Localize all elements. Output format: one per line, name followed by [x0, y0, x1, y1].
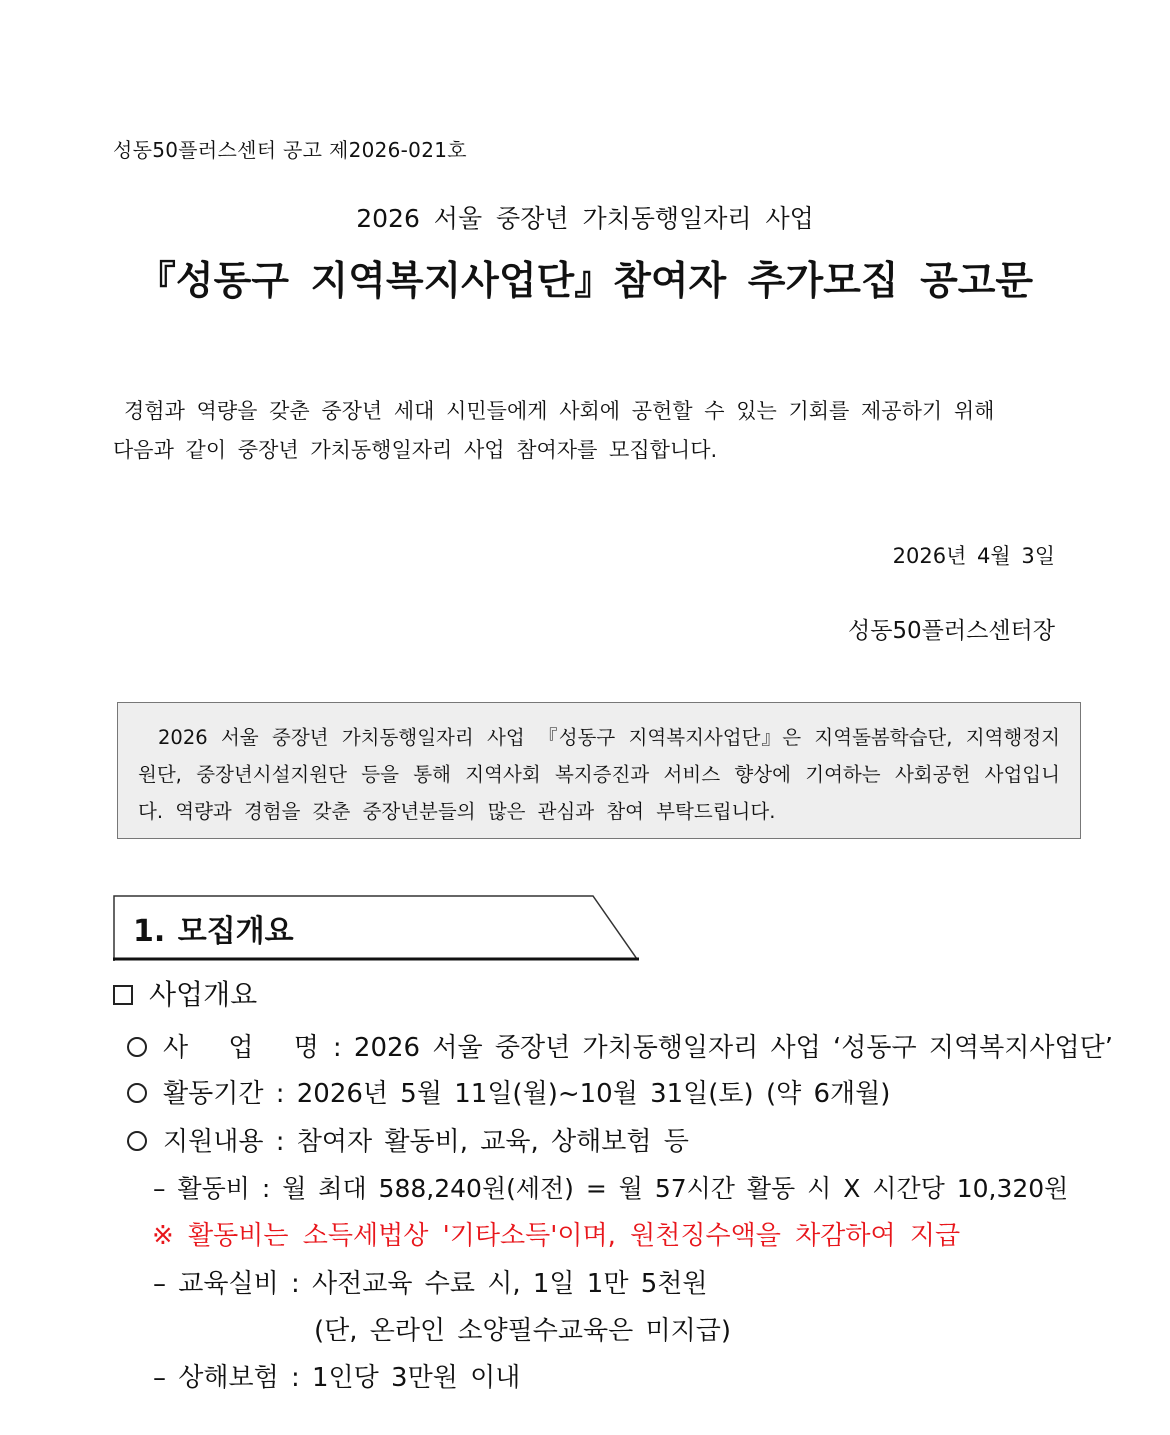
document-title: 『성동구 지역복지사업단』참여자 추가모집 공고문 — [136, 259, 1034, 304]
business-name-label: 사 업 명 — [163, 1033, 333, 1063]
education-cost-note: (단, 온라인 소양필수교육은 미지급) — [314, 1316, 731, 1346]
section-title: 1. 모집개요 — [133, 914, 294, 949]
square-bullet-icon — [113, 985, 133, 1005]
business-overview-label: 사업개요 — [149, 978, 258, 1011]
activity-pay-row: – 활동비 : 월 최대 588,240원(세전) = 월 57시간 활동 시 X 시간당 10,320원 — [153, 1174, 1069, 1203]
summary-box — [117, 702, 1081, 839]
business-name-value: : 2026 서울 중장년 가치동행일자리 사업 ‘성동구 지역복지사업단’ — [332, 1033, 1113, 1063]
intro-line-1: 경험과 역량을 갖춘 중장년 세대 시민들에게 사회에 공헌할 수 있는 기회를 제공하기 위해 — [124, 399, 995, 423]
activity-period-value: : 2026년 5월 11일(월)~10월 31일(토) (약 6개월) — [263, 1079, 891, 1109]
support-label: 지원내용 — [163, 1127, 264, 1157]
intro-line-2: 다음과 같이 중장년 가치동행일자리 사업 참여자를 모집합니다. — [113, 438, 718, 462]
circle-bullet-icon — [127, 1083, 147, 1103]
activity-period-row — [127, 1073, 890, 1110]
business-name-row — [127, 1027, 1113, 1064]
education-cost-row: – 교육실비 : 사전교육 수료 시, 1일 1만 5천원 — [153, 1269, 708, 1299]
issuer-name: 성동50플러스센터장 — [847, 618, 1055, 644]
circle-bullet-icon — [127, 1037, 147, 1057]
summary-text: 2026 서울 중장년 가치동행일자리 사업 『성동구 지역복지사업단』은 지역돌봄학습단, 지역행정지원단, 중장년시설지원단 등을 통해 지역사회 복지증진과 서비스 향상에 기여하는 사회공헌 사업입니다. 역량과 경험을 갖춘 중장년분들의 많은 관심과 참여 부탁드립니다. — [138, 726, 1060, 823]
insurance-row: – 상해보험 : 1인당 3만원 이내 — [153, 1363, 521, 1393]
business-overview-heading — [113, 973, 257, 1013]
activity-period-label: 활동기간 — [163, 1079, 264, 1109]
notice-date: 2026년 4월 3일 — [892, 544, 1055, 568]
notice-number: 성동50플러스센터 공고 제2026-021호 — [113, 138, 467, 162]
support-value: : 참여자 활동비, 교육, 상해보험 등 — [263, 1127, 689, 1157]
circle-bullet-icon — [127, 1131, 147, 1151]
document-subtitle: 2026 서울 중장년 가치동행일자리 사업 — [356, 204, 814, 233]
tax-notice-row: ※ 활동비는 소득세법상 '기타소득'이며, 원천징수액을 차감하여 지급 — [152, 1221, 961, 1251]
support-row — [127, 1121, 689, 1158]
